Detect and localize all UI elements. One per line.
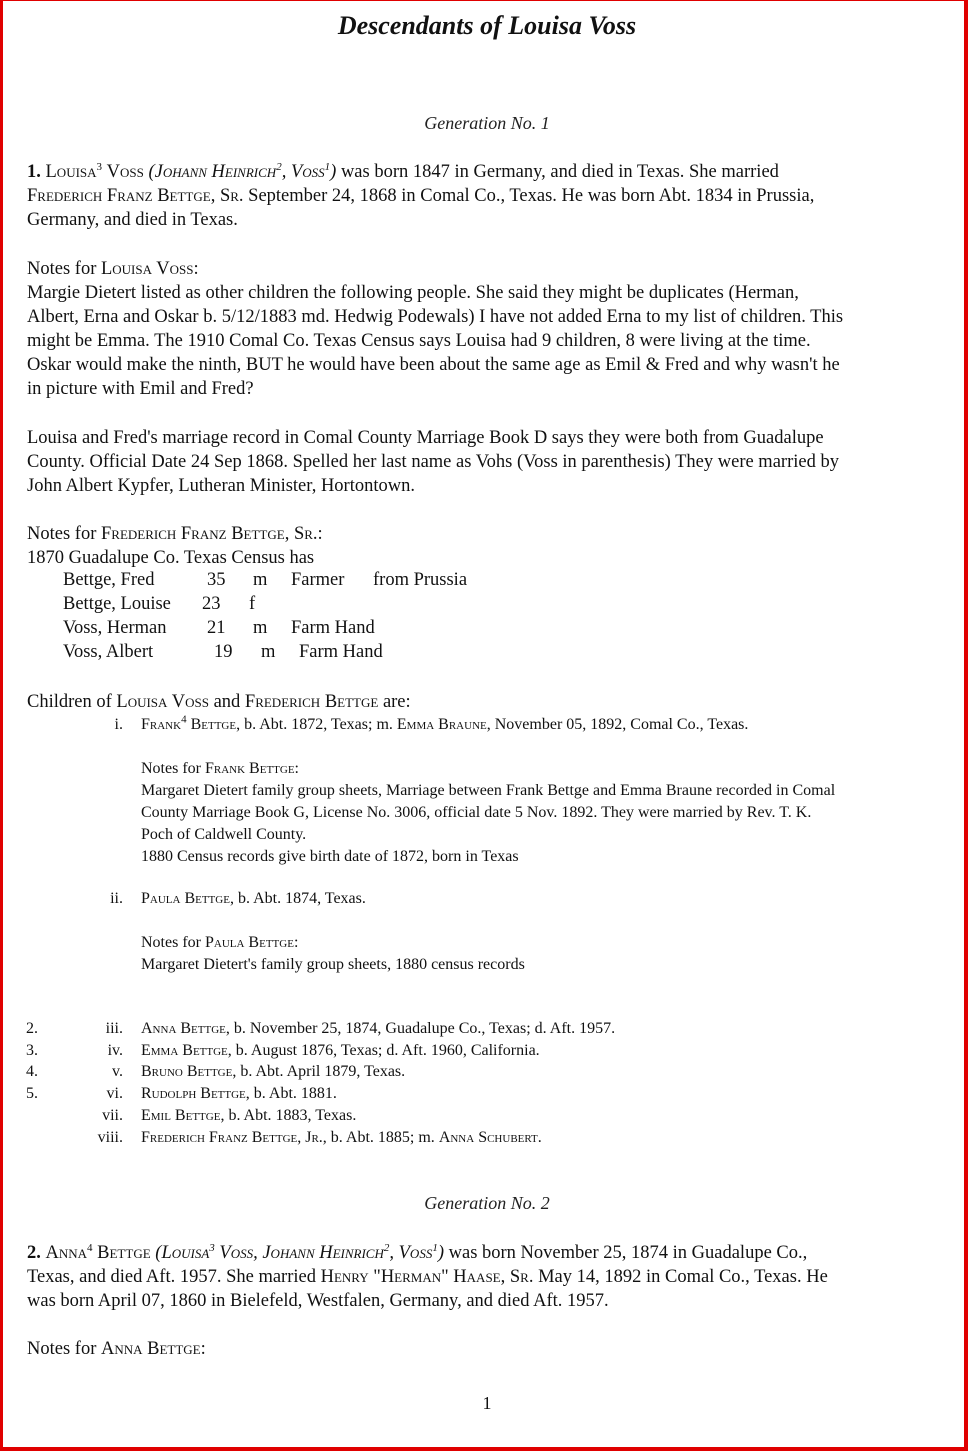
entry-louisa-voss xyxy=(27,160,952,232)
entry-number: 1. xyxy=(27,162,41,182)
spouse-name: Frederich Franz Bettge, Sr. xyxy=(27,186,244,206)
entry-line-1: 2. Anna$^4$ Bettge (Louisa$^3$ Voss, Johann Heinrich$^2$, Voss$^1$) was born November 25, 1874 in Guadalupe Co., xyxy=(27,1241,808,1263)
entry-line-1 xyxy=(27,160,952,184)
children-heading: Children of Louisa Voss and Frederich Bettge are: xyxy=(27,692,411,712)
child-list-item: 5. vi. Rudolph Bettge, b. Abt. 1881. xyxy=(26,1085,337,1102)
child-frank: i. Frank$^4$ Bettge, b. Abt. 1872, Texas; m. Emma Braune, November 05, 1892, Comal Co., Texas. xyxy=(114,713,749,733)
notes-line: Margie Dietert listed as other children the following people. She said they might be duplicates (Herman, xyxy=(27,283,799,303)
notes-line: County. Official Date 24 Sep 1868. Spelled her last name as Vohs (Voss in parenthesis) They were married by xyxy=(27,452,839,472)
notes-line: in picture with Emil and Fred? xyxy=(27,379,254,399)
notes-label: Notes for Louisa Voss: xyxy=(27,259,199,279)
person-surname: Voss xyxy=(106,162,144,182)
notes-line: Oskar would make the ninth, BUT he would have been about the same age as Emil & Fred and why wasn't he xyxy=(27,355,840,375)
child-list-item: 2. iii. Anna Bettge, b. November 25, 1874, Guadalupe Co., Texas; d. Aft. 1957. xyxy=(26,1020,616,1037)
notes-line: Margaret Dietert's family group sheets, 1880 census records xyxy=(141,956,525,973)
census-row: Bettge, Louise 23 f xyxy=(63,594,256,614)
child-list-item: viii. Frederich Franz Bettge, Jr., b. Abt. 1885; m. Anna Schubert. xyxy=(97,1129,542,1146)
notes-line: Albert, Erna and Oskar b. 5/12/1883 md. Hedwig Podewals) I have not added Erna to my list of children. This xyxy=(27,307,844,327)
notes-anna: Notes for Anna Bettge: xyxy=(27,1339,206,1359)
child-list-item: vii. Emil Bettge, b. Abt. 1883, Texas. xyxy=(102,1107,357,1124)
notes-line: might be Emma. The 1910 Comal Co. Texas Census says Louisa had 9 children, 8 were living at the time. xyxy=(27,331,811,351)
page-number: 1 xyxy=(482,1393,492,1413)
child-list-item: 3. iv. Emma Bettge, b. August 1876, Texas; d. Aft. 1960, California. xyxy=(26,1042,540,1059)
census-heading: 1870 Guadalupe Co. Texas Census has xyxy=(27,548,315,568)
notes-line: County Marriage Book G, License No. 3006, official date 5 Nov. 1892. They were married by Rev. T. K. xyxy=(141,804,812,821)
entry-line-3: was born April 07, 1860 in Bielefeld, Westfalen, Germany, and died Aft. 1957. xyxy=(27,1291,609,1311)
ancestry: (Johann Heinrich$^2$, Voss$^1$) xyxy=(148,160,337,182)
notes-frederich xyxy=(27,522,952,570)
notes-line: Louisa and Fred's marriage record in Comal County Marriage Book D says they were both from Guadalupe xyxy=(27,428,824,448)
notes-louisa xyxy=(27,257,952,401)
notes-label: Notes for Paula Bettge: xyxy=(141,934,299,951)
census-row: Voss, Albert 19 m Farm Hand xyxy=(63,642,383,662)
child-list-item: 4. v. Bruno Bettge, b. Abt. April 1879, Texas. xyxy=(26,1063,406,1080)
notes-paula xyxy=(141,932,956,976)
notes-line: John Albert Kypfer, Lutheran Minister, Hortontown. xyxy=(27,476,415,496)
generation-2-heading: Generation No. 2 xyxy=(424,1193,550,1213)
child-paula: ii. Paula Bettge, b. Abt. 1874, Texas. xyxy=(110,890,366,907)
notes-label: Notes for Frank Bettge: xyxy=(141,760,299,777)
generation-1-heading: Generation No. 1 xyxy=(424,113,550,133)
entry-anna-bettge xyxy=(27,1241,952,1313)
entry-line-2: Frederich Franz Bettge, Sr. September 24, 1868 in Comal Co., Texas. He was born Abt. 1834 in Prussia, xyxy=(27,186,815,206)
census-row: Voss, Herman 21 m Farm Hand xyxy=(63,618,375,638)
notes-line: 1880 Census records give birth date of 1872, born in Texas xyxy=(141,848,519,865)
ancestry: (Louisa$^3$ Voss, Johann Heinrich$^2$, Voss$^1$) xyxy=(155,1241,444,1263)
notes-louisa-marriage xyxy=(27,426,952,498)
notes-label: Notes for Frederich Franz Bettge, Sr.: xyxy=(27,524,323,544)
entry-number: 2. xyxy=(27,1243,41,1263)
generation-superscript: 3 xyxy=(96,160,103,173)
notes-line: Poch of Caldwell County. xyxy=(141,826,307,843)
census-row: Bettge, Fred 35 m Farmer from Prussia xyxy=(63,570,468,590)
notes-line: Margaret Dietert family group sheets, Marriage between Frank Bettge and Emma Braune recorded in Comal xyxy=(141,782,836,799)
person-name: Louisa xyxy=(45,162,97,182)
document-title: Descendants of Louisa Voss xyxy=(337,11,637,40)
entry-line-1-rest: was born 1847 in Germany, and died in Texas. She married xyxy=(340,162,779,182)
entry-line-3: Germany, and died in Texas. xyxy=(27,210,238,230)
notes-frank xyxy=(141,758,956,868)
entry-line-2: Texas, and died Aft. 1957. She married Henry "Herman" Haase, Sr. May 14, 1892 in Comal Co., Texas. He xyxy=(27,1267,828,1287)
